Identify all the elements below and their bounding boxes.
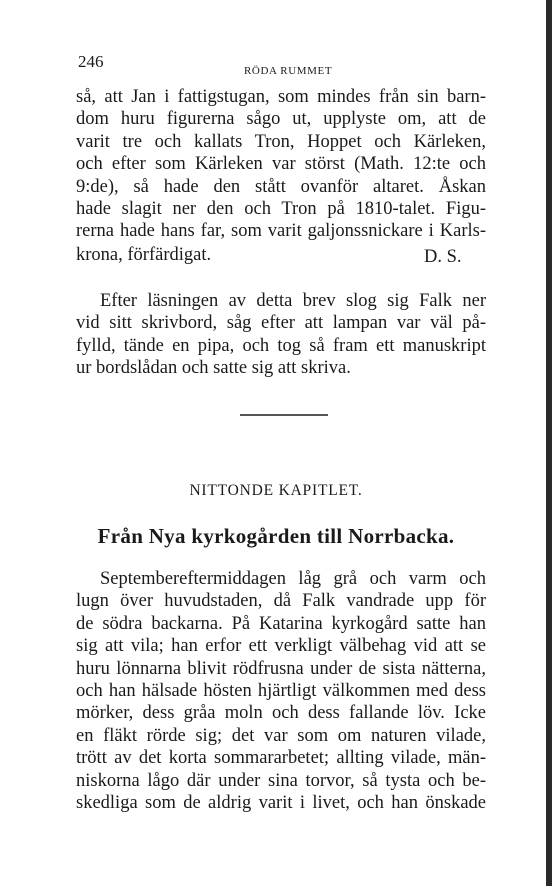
running-head: RÖDA RUMMET xyxy=(244,65,333,77)
chapter-paragraph xyxy=(76,568,486,814)
after-letter-paragraph xyxy=(76,290,486,380)
text-line: dom huru figurerna sågo ut, upplyste om, att de xyxy=(76,109,486,130)
page-edge-shadow xyxy=(546,0,552,886)
letter-paragraph xyxy=(76,86,486,243)
text-line: hade slagit ner den och Tron på 1810-talet. Figu- xyxy=(76,198,486,219)
text-line: de södra backarna. På Katarina kyrkogård satte han xyxy=(76,613,486,634)
text-line: Efter läsningen av detta brev slog sig Falk ner xyxy=(100,291,486,311)
chapter-title: Från Nya kyrkogården till Norrbacka. xyxy=(97,524,455,548)
text-line: huru lönnarna blivit rödfrusna under de sista nätterna, xyxy=(76,658,486,679)
text-line: en fläkt rörde sig; det var som om naturen vilade, xyxy=(76,725,486,746)
text-line: så, att Jan i fattigstugan, som mindes från sin barn- xyxy=(76,87,486,107)
text-line: rerna hade hans far, som varit galjonssnickare i Karls- xyxy=(76,221,486,242)
text-line: skedliga som de aldrig varit i livet, och han önskade xyxy=(76,792,486,813)
section-divider xyxy=(240,414,328,416)
text-line: Septembereftermiddagen låg grå och varm och xyxy=(100,569,486,589)
text-line: 9:de), så hade den stått ovanför altaret. Åskan xyxy=(76,176,486,197)
text-line: sig att vila; han erfor ett verkligt välbehag vid att se xyxy=(76,636,486,657)
text-line: fylld, tände en pipa, och tog så fram ett manuskript xyxy=(76,335,486,356)
signoff-initials: D. S. xyxy=(424,247,462,267)
text-line: trött av det korta sommararbetet; allting vilade, män- xyxy=(76,748,486,769)
text-line: mörker, dess gråa moln och dess fallande löv. Icke xyxy=(76,703,486,724)
text-line: och han hälsade hösten hjärtligt välkommen med dess xyxy=(76,680,486,701)
signoff-text: krona, förfärdigat. xyxy=(76,245,212,265)
text-line: lugn över huvudstaden, då Falk vandrade upp för xyxy=(76,591,486,612)
text-line: ur bordslådan och satte sig att skriva. xyxy=(76,358,351,379)
text-line: vid sitt skrivbord, såg efter att lampan var väl på- xyxy=(76,313,486,334)
text-line: varit tre och kallats Tron, Hoppet och Kärleken, xyxy=(76,131,486,152)
text-line: och efter som Kärleken var störst (Math. 12:te och xyxy=(76,154,486,175)
text-line: niskorna lågo där under sina torvor, så tysta och be- xyxy=(76,770,486,791)
page-number: 246 xyxy=(78,52,104,71)
chapter-label: NITTONDE KAPITLET. xyxy=(189,482,363,499)
